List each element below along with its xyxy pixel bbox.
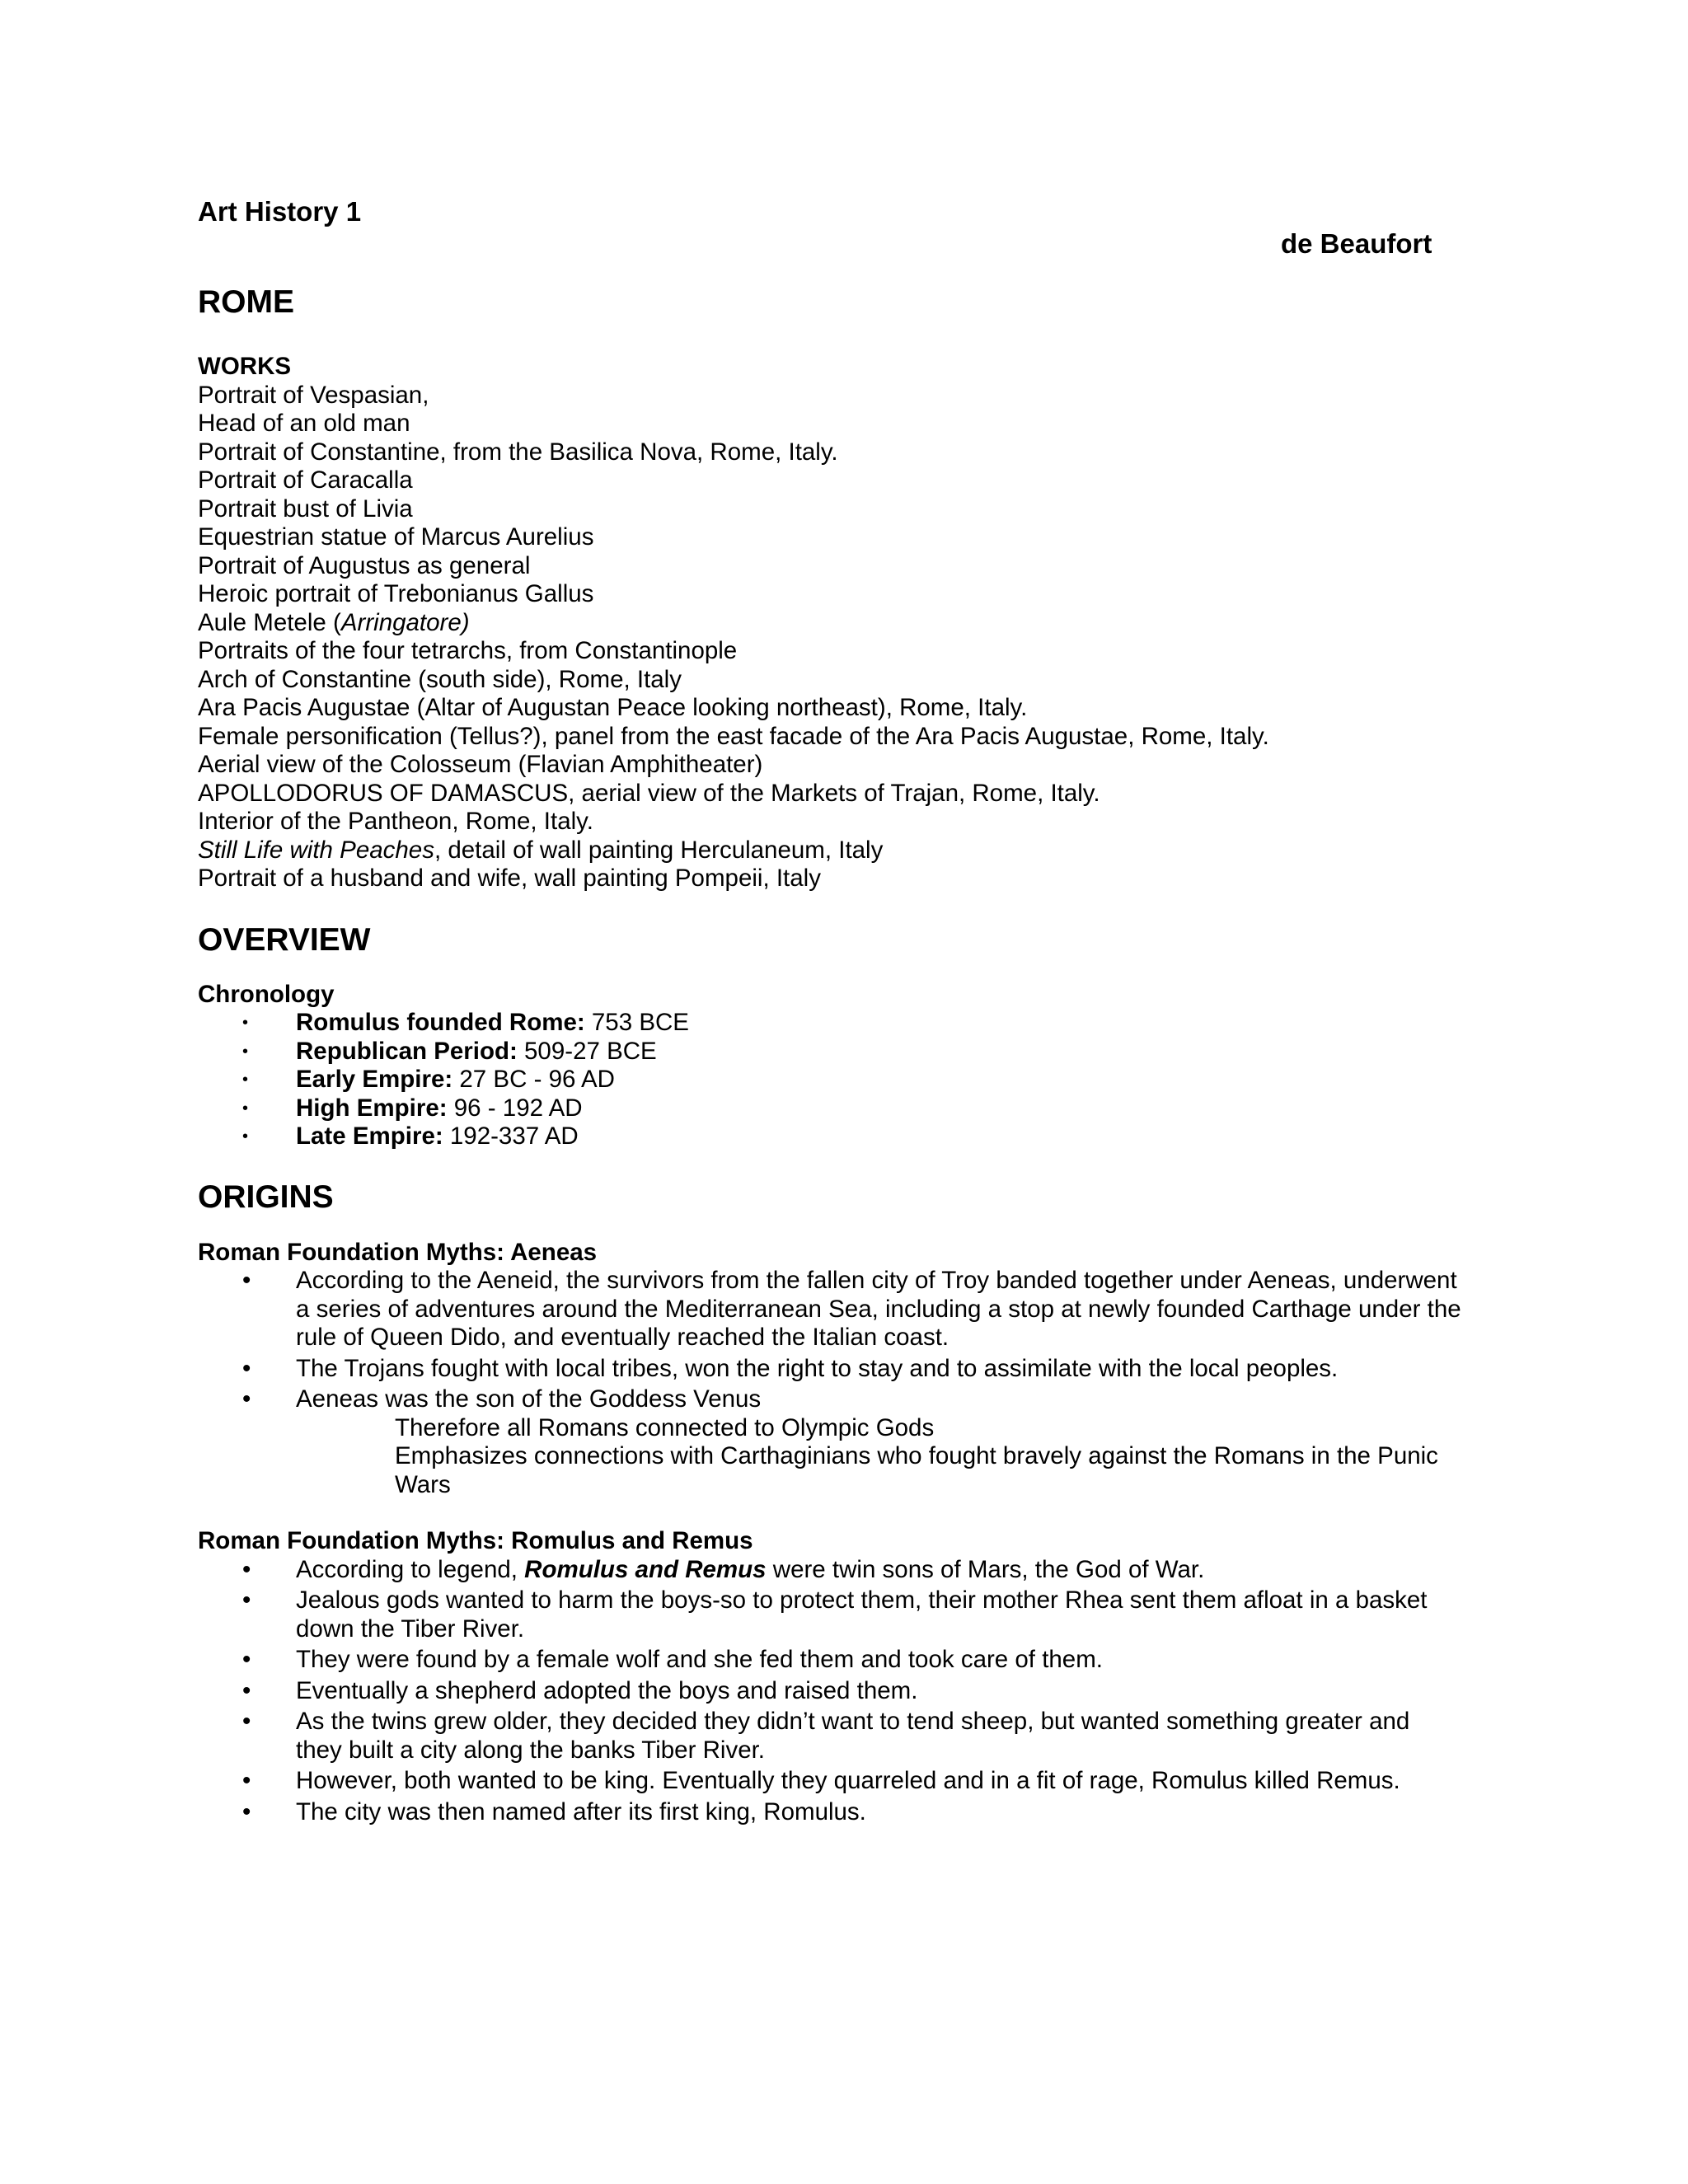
romulus-item-text: However, both wanted to be king. Eventually they quarreled and in a fit of rage, Romulus killed Remus.	[296, 1767, 1400, 1794]
works-heading: WORKS	[198, 353, 292, 380]
work-item: Ara Pacis Augustae (Altar of Augustan Peace looking northeast), Rome, Italy.	[198, 694, 1028, 721]
romulus-item-text: They were found by a female wolf and she fed them and took care of them.	[296, 1646, 1103, 1673]
aeneas-subitem: Wars	[395, 1470, 451, 1498]
work-item: Head of an old man	[198, 410, 410, 437]
work-item: Female personification (Tellus?), panel from the east facade of the Ara Pacis Augustae, Rome, Italy.	[198, 722, 1269, 750]
chronology-value: 27 BC - 96 AD	[452, 1066, 615, 1093]
work-item	[198, 837, 1484, 865]
work-item: Interior of the Pantheon, Rome, Italy.	[198, 808, 593, 835]
section-heading-origins: ORIGINS	[198, 1179, 334, 1215]
work-item: APOLLODORUS OF DAMASCUS, aerial view of the Markets of Trajan, Rome, Italy.	[198, 779, 1100, 807]
romulus-item-line: down the Tiber River.	[296, 1615, 525, 1643]
romulus-item-line: As the twins grew older, they decided they didn’t want to tend sheep, but wanted something greater and	[296, 1708, 1410, 1735]
romulus-item-line: Jealous gods wanted to harm the boys-so to protect them, their mother Rhea sent them afloat in a basket	[296, 1586, 1428, 1614]
chronology-label: Late Empire:	[296, 1122, 443, 1150]
chronology-item	[198, 1122, 1484, 1151]
chronology-value: 509-27 BCE	[517, 1037, 657, 1065]
romulus-item-text: Eventually a shepherd adopted the boys and raised them.	[296, 1676, 918, 1704]
romulus-item-line: they built a city along the banks Tiber River.	[296, 1736, 765, 1764]
chronology-value: 753 BCE	[584, 1009, 689, 1036]
aeneas-item-line: rule of Queen Dido, and eventually reached the Italian coast.	[296, 1324, 950, 1351]
bullet-marker: •	[242, 1646, 251, 1673]
romulus-item	[198, 1646, 1484, 1675]
works-list	[198, 382, 1484, 893]
aeneas-list	[198, 1267, 1484, 1499]
document-body	[198, 0, 1484, 1826]
section-heading-rome: ROME	[198, 284, 294, 320]
work-item: Portrait of Caracalla	[198, 466, 413, 494]
romulus-item-text: According to legend,	[296, 1555, 525, 1583]
work-item: Portrait of a husband and wife, wall painting Pompeii, Italy	[198, 865, 821, 892]
work-item: Portrait of Constantine, from the Basilica Nova, Rome, Italy.	[198, 438, 838, 466]
chronology-label: Early Empire:	[296, 1066, 453, 1093]
chronology-label: High Empire:	[296, 1094, 448, 1122]
bullet-marker: •	[242, 1676, 251, 1704]
bullet-marker: •	[242, 1586, 251, 1614]
chronology-value: 96 - 192 AD	[447, 1094, 583, 1122]
aeneas-item-text: Aeneas was the son of the Goddess Venus	[296, 1385, 762, 1413]
chronology-item	[198, 1094, 1484, 1123]
work-item: Heroic portrait of Trebonianus Gallus	[198, 580, 594, 607]
work-item: Aerial view of the Colosseum (Flavian Amphitheater)	[198, 751, 763, 778]
bullet-marker: •	[242, 1071, 249, 1089]
course-title: Art History 1	[198, 196, 362, 227]
aeneas-item-line: a series of adventures around the Mediterranean Sea, including a stop at newly founded Carthage under the	[296, 1295, 1461, 1323]
bullet-marker: •	[242, 1354, 251, 1382]
bullet-marker: •	[242, 1014, 249, 1032]
chronology-item	[198, 1066, 1484, 1094]
chronology-item	[198, 1009, 1484, 1038]
aeneas-item-text: The Trojans fought with local tribes, won the right to stay and to assimilate with the local peoples.	[296, 1354, 1339, 1382]
bullet-marker: •	[242, 1042, 249, 1061]
bullet-marker: •	[242, 1767, 251, 1794]
romulus-item	[198, 1798, 1484, 1827]
chronology-list	[198, 1009, 1484, 1151]
romulus-heading: Roman Foundation Myths: Romulus and Remus	[198, 1527, 753, 1554]
bullet-marker: •	[242, 1385, 251, 1413]
romulus-item-text: were twin sons of Mars, the God of War.	[766, 1555, 1205, 1583]
work-item-italic-title: Still Life with Peaches	[198, 836, 434, 864]
romulus-item-emphasis: Romulus and Remus	[524, 1555, 767, 1583]
bullet-marker: •	[242, 1267, 251, 1294]
romulus-item	[198, 1556, 1484, 1585]
work-item-italic-title: Arringatore)	[340, 608, 470, 636]
chronology-heading: Chronology	[198, 980, 335, 1008]
romulus-item	[198, 1708, 1484, 1765]
work-item: Portrait of Augustus as general	[198, 551, 531, 579]
work-item: Portraits of the four tetrarchs, from Constantinople	[198, 637, 738, 664]
bullet-marker: •	[242, 1555, 251, 1583]
work-item-text: , detail of wall painting Herculaneum, Italy	[434, 836, 884, 864]
section-heading-overview: OVERVIEW	[198, 921, 371, 958]
chronology-value: 192-337 AD	[443, 1122, 579, 1150]
aeneas-item	[198, 1355, 1484, 1384]
aeneas-subitem: Therefore all Romans connected to Olympic Gods	[395, 1413, 935, 1441]
work-item: Equestrian statue of Marcus Aurelius	[198, 523, 594, 551]
aeneas-item	[198, 1267, 1484, 1352]
bullet-marker: •	[242, 1797, 251, 1825]
aeneas-item	[198, 1385, 1484, 1414]
bullet-marker: •	[242, 1127, 249, 1146]
work-item	[198, 609, 1484, 638]
romulus-item	[198, 1677, 1484, 1706]
work-item: Arch of Constantine (south side), Rome, Italy	[198, 665, 682, 693]
chronology-item	[198, 1038, 1484, 1066]
aeneas-heading: Roman Foundation Myths: Aeneas	[198, 1238, 598, 1266]
chronology-label: Republican Period:	[296, 1037, 518, 1065]
work-item-text: Aule Metele (	[198, 608, 341, 636]
romulus-item	[198, 1586, 1484, 1643]
aeneas-subitem: Emphasizes connections with Carthaginians who fought bravely against the Romans in the Punic	[395, 1442, 1438, 1469]
romulus-list	[198, 1556, 1484, 1827]
work-item: Portrait of Vespasian,	[198, 381, 429, 409]
work-item: Portrait bust of Livia	[198, 494, 413, 523]
romulus-item	[198, 1767, 1484, 1796]
bullet-marker: •	[242, 1708, 251, 1735]
chronology-label: Romulus founded Rome:	[296, 1009, 585, 1036]
author-name: de Beaufort	[1281, 228, 1432, 259]
aeneas-item-line: According to the Aeneid, the survivors from the fallen city of Troy banded together under Aeneas, underwent	[296, 1267, 1457, 1294]
romulus-item-text: The city was then named after its first king, Romulus.	[296, 1797, 866, 1825]
bullet-marker: •	[242, 1099, 249, 1118]
